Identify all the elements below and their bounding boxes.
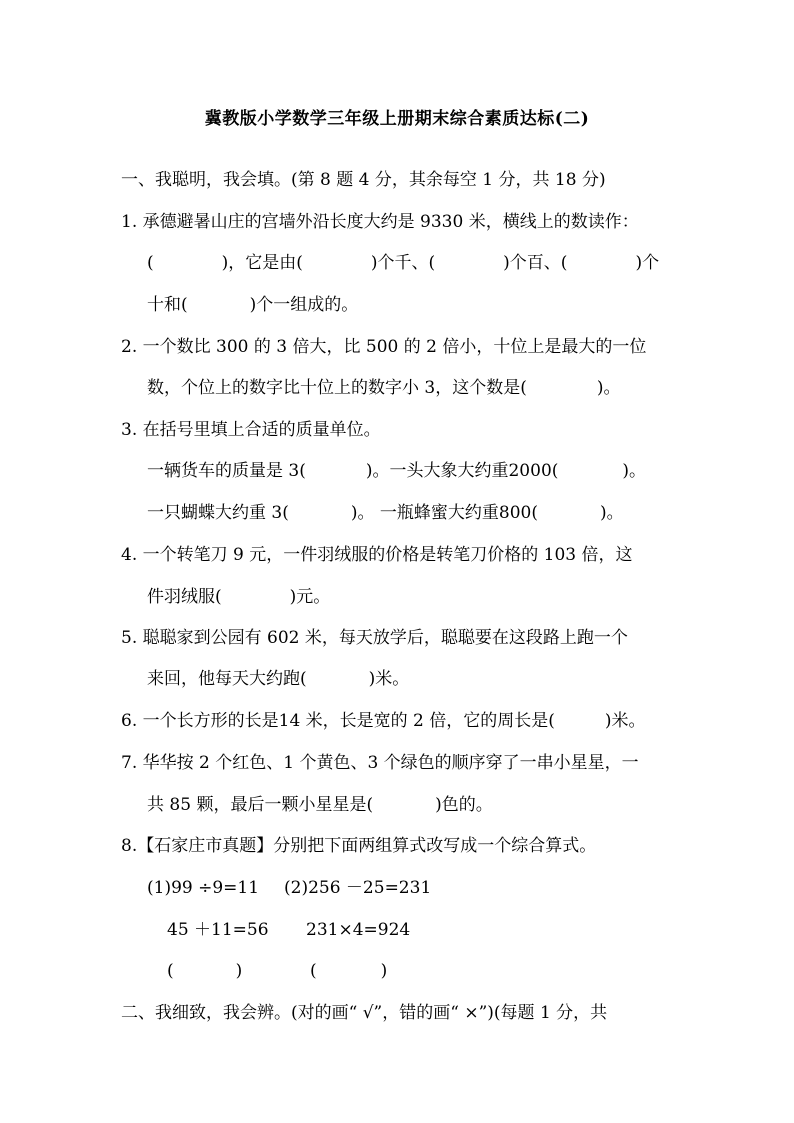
q8-answer2-open: ( — [310, 961, 317, 981]
q8-group2-eq2: 231×4=924 — [306, 920, 411, 940]
q1-line3 — [147, 293, 358, 317]
q8-group2-eq1: (2)256 －25=231 — [284, 878, 432, 898]
q4-line2 — [147, 585, 330, 609]
q7-line2-text: 共 85 颗，最后一颗小星星是( — [147, 795, 374, 815]
q8-answer2-close: ) — [380, 961, 388, 981]
q6-line — [121, 709, 646, 733]
q8-answer2 — [310, 959, 387, 983]
q1-hundreds-text: )个百、( — [503, 253, 568, 273]
q7-line2 — [147, 793, 493, 817]
q2-text: 2. 一个数比 300 的 3 倍大，比 500 的 2 倍小，十位上是最大的一位 — [121, 337, 647, 357]
q6-text: 6. 一个长方形的长是14 米，长是宽的 2 倍，它的周长是( — [121, 711, 555, 731]
q4-line2-tail: )元。 — [289, 587, 331, 607]
q3-line2 — [147, 459, 646, 483]
q1-thousands-text: )个千、( — [370, 253, 436, 273]
section1-heading: 一、我聪明，我会填。(第 8 题 4 分，其余每空 1 分，共 18 分) — [121, 170, 606, 190]
q2-line2 — [147, 376, 621, 400]
q2-line2-text: 数，个位上的数字比十位上的数字小 3，这个数是( — [147, 378, 527, 398]
q4-text: 4. 一个转笔刀 9 元，一件羽绒服的价格是转笔刀价格的 103 倍，这 — [121, 545, 633, 565]
q5-text: 5. 聪聪家到公园有 602 米，每天放学后，聪聪要在这段路上跑一个 — [121, 628, 628, 648]
q8-group1-eq1: (1)99 ÷9=11 — [147, 878, 260, 898]
q3-butterfly-text: 一只蝴蝶大约重 3( — [147, 503, 289, 523]
q4-line2-text: 件羽绒服( — [147, 587, 222, 607]
q8-answer1-close: ) — [235, 961, 243, 981]
section2-heading: 二、我细致，我会辨。(对的画“ √”，错的画“ ×”)(每题 1 分，共 — [121, 1003, 608, 1023]
q7-line2-tail: )色的。 — [435, 795, 493, 815]
q1-line3-text: 十和( — [147, 295, 188, 315]
q8-answer1 — [167, 959, 242, 983]
q2-line2-tail: )。 — [596, 378, 621, 398]
q6-tail: )米。 — [604, 711, 646, 731]
q1-text: 1. 承德避暑山庄的宫墙外沿长度大约是 9330 米，横线上的数读作： — [121, 212, 639, 232]
q3-line3 — [147, 501, 624, 525]
q3-text: 3. 在括号里填上合适的质量单位。 — [121, 420, 381, 440]
q8-group1-eq2: 45 ＋11=56 — [167, 920, 269, 940]
q8-text: 8.【石家庄市真题】分别把下面两组算式改写成一个综合算式。 — [121, 836, 597, 856]
page-title: 冀教版小学数学三年级上册期末综合素质达标(二) — [204, 109, 590, 129]
q5-line2 — [147, 667, 409, 691]
q3-line3-tail: )。 — [599, 503, 624, 523]
q1-open-paren: ( — [147, 253, 154, 273]
q3-line2-tail: )。 — [622, 461, 647, 481]
q1-close-text: )，它是由( — [221, 253, 303, 273]
q3-honey-text: )。 一瓶蜂蜜大约重800( — [350, 503, 538, 523]
q1-blanks-row — [147, 251, 659, 275]
q1-line3-tail: )个一组成的。 — [249, 295, 359, 315]
q8-answer1-open: ( — [167, 961, 174, 981]
q1-tail-text: )个 — [635, 253, 660, 273]
q3-elephant-text: )。一头大象大约重2000( — [365, 461, 559, 481]
q5-line2-text: 来回，他每天大约跑( — [147, 669, 307, 689]
q3-truck-text: 一辆货车的质量是 3( — [147, 461, 306, 481]
q5-line2-tail: )米。 — [368, 669, 410, 689]
q7-text: 7. 华华按 2 个红色、1 个黄色、3 个绿色的顺序穿了一串小星星，一 — [121, 753, 639, 773]
